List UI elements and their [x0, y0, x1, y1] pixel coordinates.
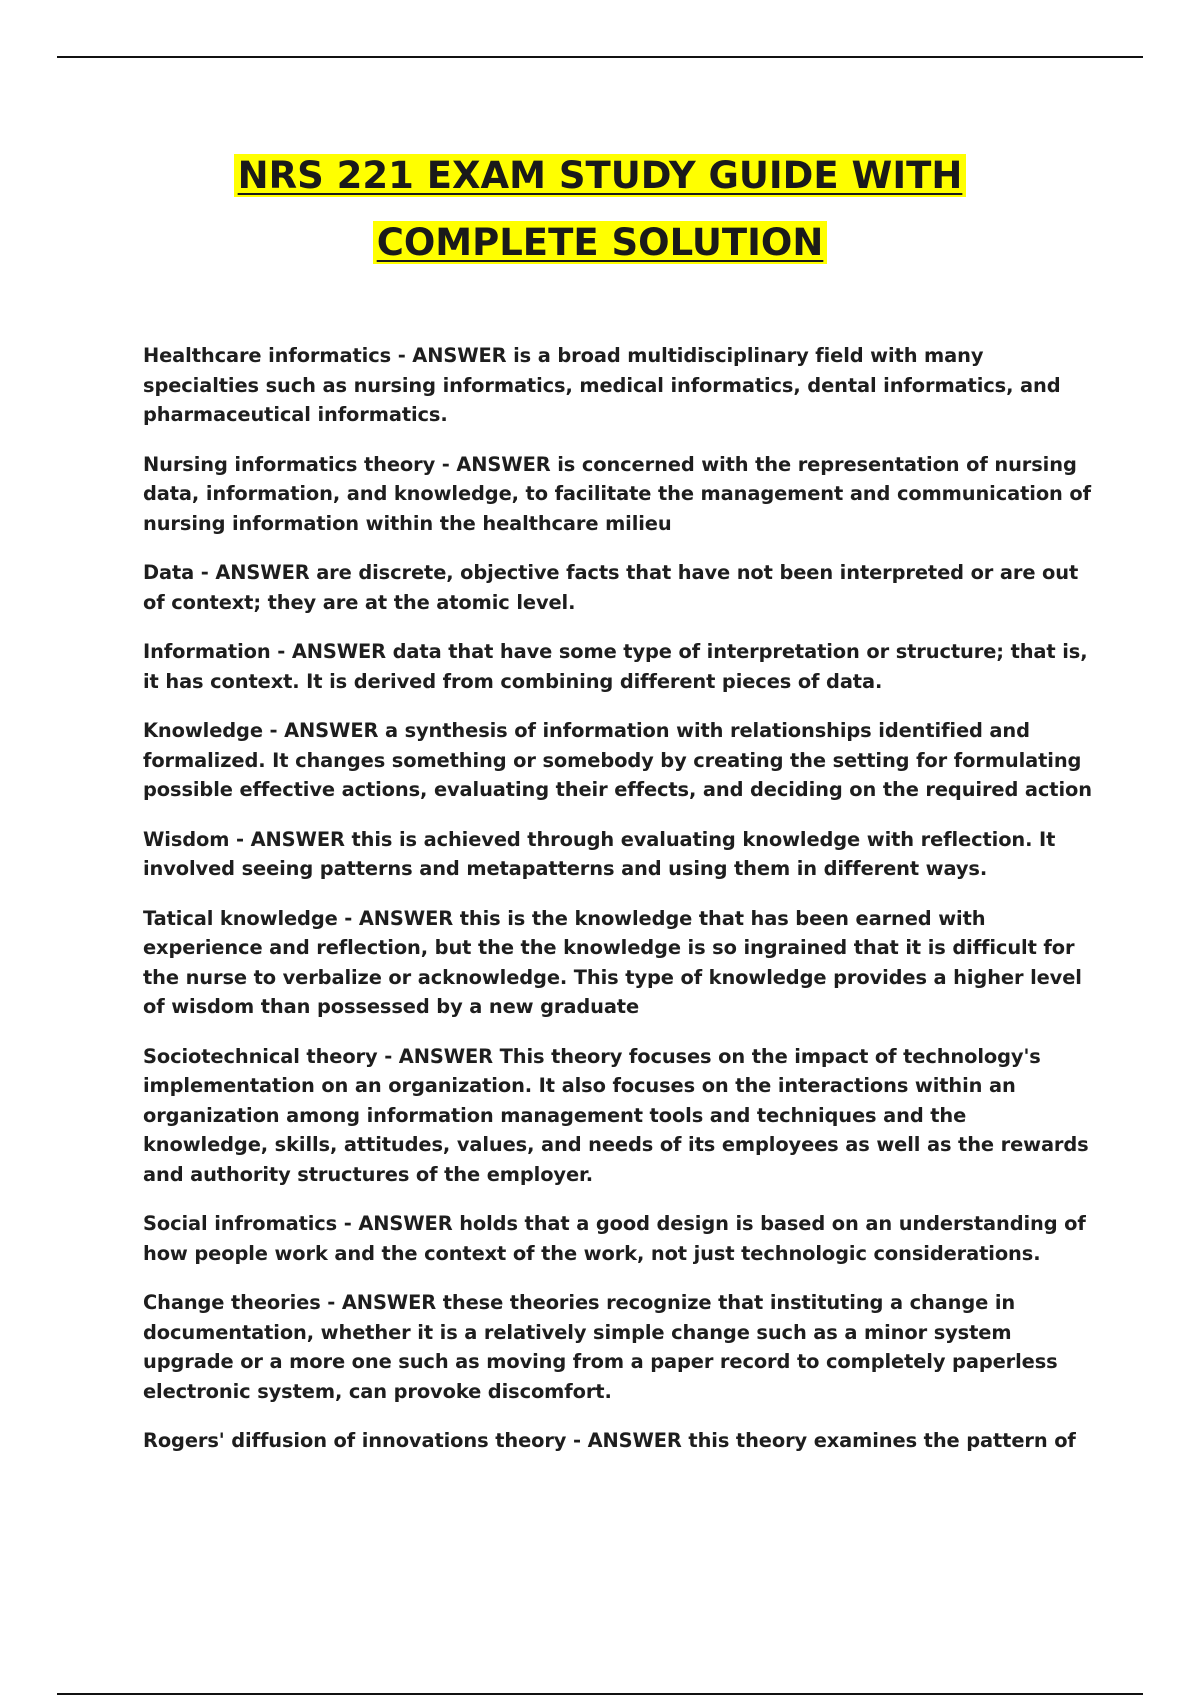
entry-rogers-diffusion: Rogers' diffusion of innovations theory - ANSWER this theory examines the pattern of	[143, 1429, 1076, 1452]
entry-sociotechnical-theory: Sociotechnical theory - ANSWER This theory focuses on the impact of technology's implementation on an organization. It also focuses on the interactions within an organization among information management tools and techniques and the knowledge, skills, attitudes, values, and needs of its employees as well as the rewards and authority structures of the employer.	[143, 1044, 1089, 1186]
top-rule	[57, 56, 1143, 58]
entry-data: Data - ANSWER are discrete, objective facts that have not been interpreted or are out of context; they are at the atomic level.	[143, 561, 1079, 614]
bottom-rule	[57, 1693, 1143, 1695]
entry-information: Information - ANSWER data that have some type of interpretation or structure; that is, it has context. It is derived from combining different pieces of data.	[143, 640, 1088, 693]
entry-tatical-knowledge: Tatical knowledge - ANSWER this is the knowledge that has been earned with experience and reflection, but the the knowledge is so ingrained that it is difficult for the nurse to verbalize or acknowledge. This type of knowledge provides a higher level of wisdom than possessed by a new graduate	[143, 906, 1082, 1018]
study-entries	[143, 341, 1093, 1476]
title-line-2: COMPLETE SOLUTION	[373, 221, 828, 264]
entry-knowledge: Knowledge - ANSWER a synthesis of information with relationships identified and formalized. It changes something or somebody by creating the setting for formulating possible effective actions, evaluating their effects, and deciding on the required action	[143, 719, 1092, 801]
entry-social-informatics: Social infromatics - ANSWER holds that a good design is based on an understanding of how people work and the context of the work, not just technologic considerations.	[143, 1212, 1086, 1265]
entry-wisdom: Wisdom - ANSWER this is achieved through evaluating knowledge with reflection. It involved seeing patterns and metapatterns and using them in different ways.	[143, 827, 1056, 880]
entry-nursing-informatics-theory: Nursing informatics theory - ANSWER is concerned with the representation of nursing data, information, and knowledge, to facilitate the management and communication of nursing information within the healthcare milieu	[143, 452, 1091, 535]
document-title	[0, 142, 1200, 276]
entry-change-theories: Change theories - ANSWER these theories recognize that instituting a change in documentation, whether it is a relatively simple change such as a minor system upgrade or a more one such as moving from a paper record to completely paperless electronic system, can provoke discomfort.	[143, 1291, 1058, 1403]
entry-healthcare-informatics: Healthcare informatics - ANSWER is a broad multidisciplinary field with many specialties such as nursing informatics, medical informatics, dental informatics, and pharmaceutical informatics.	[143, 344, 1061, 426]
title-line-1: NRS 221 EXAM STUDY GUIDE WITH	[234, 154, 967, 197]
